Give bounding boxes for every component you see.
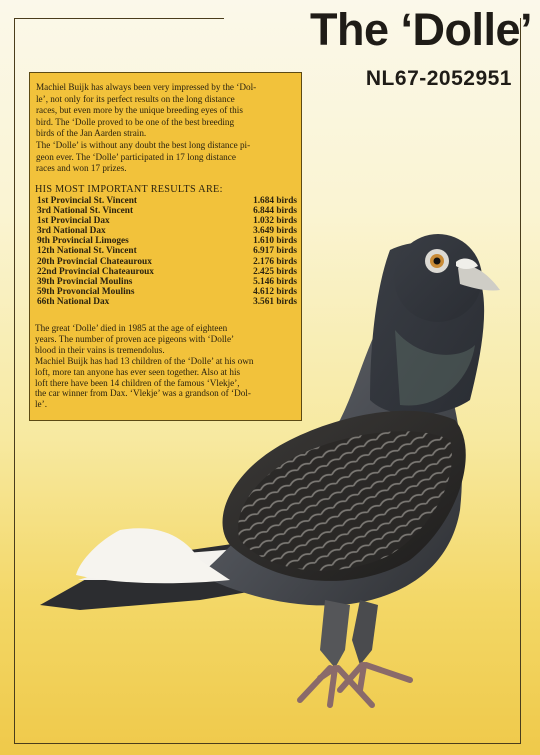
ring-number: NL67-2052951 [365,67,512,90]
result-race: 22nd Provincial Chateauroux [37,266,154,277]
result-row [37,216,297,226]
result-birds: 4.612 birds [253,286,297,297]
result-row [37,277,297,287]
result-birds: 5.146 birds [253,276,297,287]
result-race: 66th National Dax [37,296,110,307]
intro-line: The ‘Dolle’ is without any doubt the best long distance pi- [36,139,251,150]
result-race: 3rd National Dax [37,226,106,237]
result-row [37,226,297,236]
result-birds: 2.425 birds [253,266,297,277]
result-race: 59th Provoncial Moulins [37,286,135,297]
result-race: 39th Provincial Moulins [37,276,133,287]
result-row [37,196,297,206]
story-line: loft there have been 14 children of the famous ‘Vlekje’, [35,377,240,388]
result-row [37,267,297,277]
result-race: 12th National St. Vincent [37,246,137,257]
result-row [37,297,297,307]
result-birds: 3.561 birds [253,296,297,307]
intro-line: bird. The ‘Dolle proved to be one of the best breeding [36,116,235,127]
results-list [37,196,297,307]
result-row [37,257,297,267]
result-birds: 6.844 birds [253,206,297,217]
result-birds: 3.649 birds [253,226,297,237]
result-birds: 1.032 birds [253,216,297,227]
result-birds: 1.684 birds [253,196,297,206]
story-line: loft, more tan anyone has ever seen together. Also at his [35,366,241,377]
result-race: 3rd National St. Vincent [37,206,134,217]
result-race: 20th Provincial Chateauroux [37,256,152,267]
page-title: The ‘Dolle’ [309,4,532,55]
intro-line: races, but even more by the unique breeding eyes of this [36,105,243,116]
result-row [37,236,297,246]
result-birds: 6.917 birds [253,246,297,257]
result-race: 9th Provincial Limoges [37,236,129,247]
intro-line: geon ever. The ‘Dolle’ participated in 17 long distance [36,151,236,162]
intro-line: Machiel Buijk has always been very impressed by the ‘Dol- [36,82,257,92]
result-race: 1st Provincial Dax [37,216,110,227]
results-heading: HIS MOST IMPORTANT RESULTS ARE: [35,184,223,195]
result-row [37,206,297,216]
story-text [35,323,299,410]
intro-line: races and won 17 prizes. [36,163,127,174]
story-line: The great ‘Dolle’ died in 1985 at the age of eighteen [35,323,228,333]
result-birds: 2.176 birds [253,256,297,267]
story-line: the car winner from Dax. ‘Vlekje’ was a grandson of ‘Dol- [35,388,251,399]
result-row [37,246,297,256]
result-birds: 1.610 birds [253,236,297,247]
result-row [37,287,297,297]
result-race: 1st Provincial St. Vincent [37,196,138,206]
intro-line: birds of the Jan Aarden strain. [36,128,147,139]
story-line: le’. [35,399,47,410]
story-line: Machiel Buijk has had 13 children of the ‘Dolle’ at his own [35,355,254,366]
intro-line: le’, not only for its perfect results on the long distance [36,93,235,104]
intro-box [29,72,302,183]
story-line: blood in their vains is tremendolus. [35,344,165,355]
story-line: years. The number of proven ace pigeons with ‘Dolle’ [35,333,235,344]
